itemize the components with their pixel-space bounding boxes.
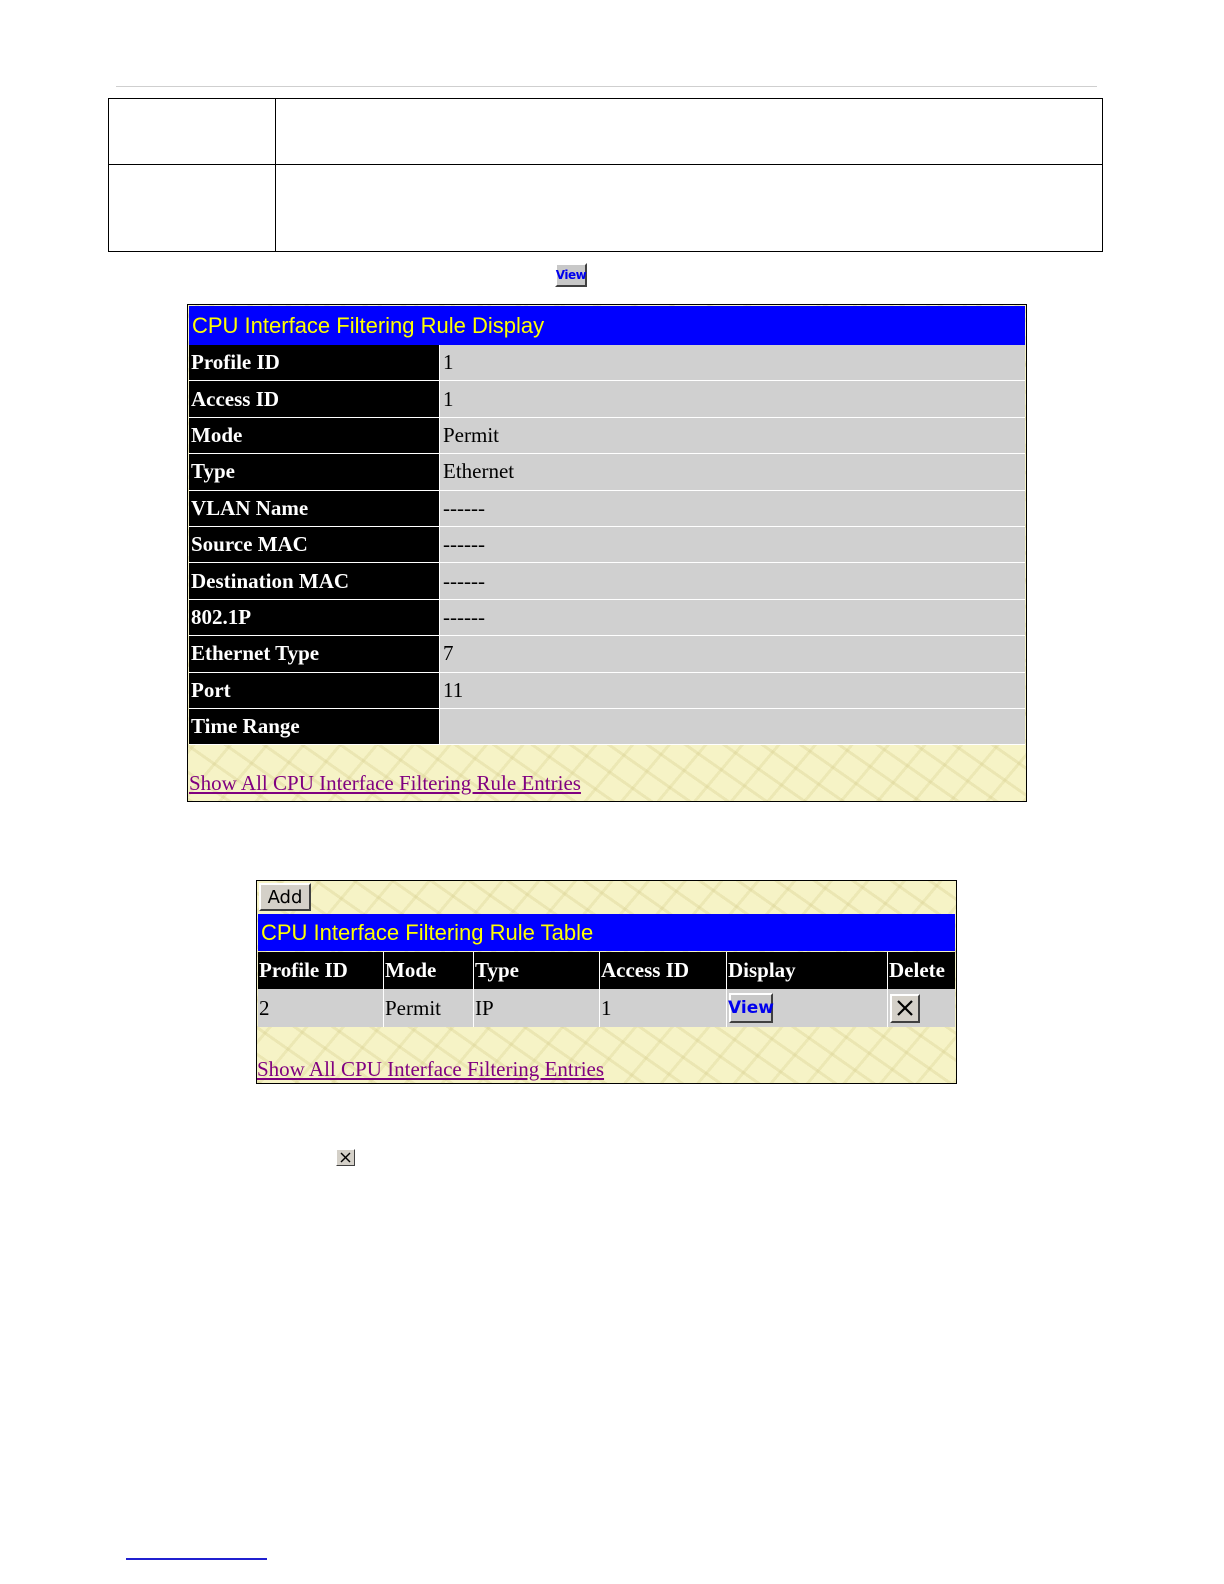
row-label: Type — [189, 454, 439, 489]
parameter-row — [109, 99, 1103, 165]
rule-row-type — [189, 454, 1025, 490]
parameter-description-cell — [276, 99, 1103, 165]
parameter-name-cell — [109, 165, 276, 252]
rule-row-profile-id — [189, 345, 1025, 381]
add-button[interactable]: Add — [259, 883, 311, 911]
row-value: ------ — [439, 600, 1025, 635]
rule-row-ethernet-type — [189, 636, 1025, 672]
row-label: Port — [189, 673, 439, 708]
table-row — [258, 989, 955, 1027]
table-header-row — [258, 952, 955, 989]
row-label: VLAN Name — [189, 491, 439, 526]
rule-row-vlan-name — [189, 491, 1025, 527]
rule-row-mode — [189, 418, 1025, 454]
row-label: Access ID — [189, 381, 439, 416]
row-label: Destination MAC — [189, 563, 439, 598]
row-label: Time Range — [189, 709, 439, 744]
column-header: Access ID — [600, 952, 727, 989]
parameter-table — [108, 98, 1103, 252]
cell-access-id: 1 — [600, 989, 727, 1027]
row-label: 802.1P — [189, 600, 439, 635]
panel-title: CPU Interface Filtering Rule Display — [189, 306, 1025, 345]
cell-delete — [888, 989, 956, 1027]
cell-display — [727, 989, 888, 1027]
row-value: Ethernet — [439, 454, 1025, 489]
show-all-entries-link[interactable]: Show All CPU Interface Filtering Entries — [257, 1057, 605, 1081]
rule-table — [258, 952, 955, 1027]
view-button[interactable]: View — [729, 993, 773, 1023]
row-value — [439, 709, 1025, 744]
rule-row-access-id — [189, 381, 1025, 417]
row-value: 1 — [439, 345, 1025, 380]
column-header: Mode — [384, 952, 474, 989]
parameter-name-cell — [109, 99, 276, 165]
rule-row-8021p — [189, 600, 1025, 636]
parameter-description-cell — [276, 165, 1103, 252]
row-value: ------ — [439, 527, 1025, 562]
row-value: 1 — [439, 381, 1025, 416]
close-x-icon — [895, 998, 915, 1018]
rule-table-panel — [256, 880, 957, 1084]
delete-button[interactable] — [890, 994, 920, 1023]
row-value: 7 — [439, 636, 1025, 671]
show-all-rule-entries-link[interactable]: Show All CPU Interface Filtering Rule Entries — [189, 771, 581, 795]
rule-row-destination-mac — [189, 563, 1025, 599]
row-label: Profile ID — [189, 345, 439, 380]
rule-detail-list — [189, 345, 1025, 745]
row-label: Ethernet Type — [189, 636, 439, 671]
parameter-row — [109, 165, 1103, 252]
header-rule — [116, 86, 1097, 87]
row-label: Source MAC — [189, 527, 439, 562]
column-header: Profile ID — [258, 952, 384, 989]
cell-type: IP — [474, 989, 600, 1027]
footer-rule — [126, 1558, 267, 1560]
close-x-icon — [340, 1152, 351, 1163]
rule-row-port — [189, 673, 1025, 709]
row-value: ------ — [439, 491, 1025, 526]
column-header: Type — [474, 952, 600, 989]
view-button-illustration: View — [555, 263, 587, 287]
row-value: ------ — [439, 563, 1025, 598]
rule-display-panel — [187, 304, 1027, 802]
cell-mode: Permit — [384, 989, 474, 1027]
column-header: Delete — [888, 952, 956, 989]
rule-row-source-mac — [189, 527, 1025, 563]
row-value: Permit — [439, 418, 1025, 453]
delete-button-illustration — [336, 1149, 355, 1166]
rule-row-time-range — [189, 709, 1025, 745]
panel-title: CPU Interface Filtering Rule Table — [258, 914, 955, 951]
column-header: Display — [727, 952, 888, 989]
row-label: Mode — [189, 418, 439, 453]
cell-profile-id: 2 — [258, 989, 384, 1027]
row-value: 11 — [439, 673, 1025, 708]
